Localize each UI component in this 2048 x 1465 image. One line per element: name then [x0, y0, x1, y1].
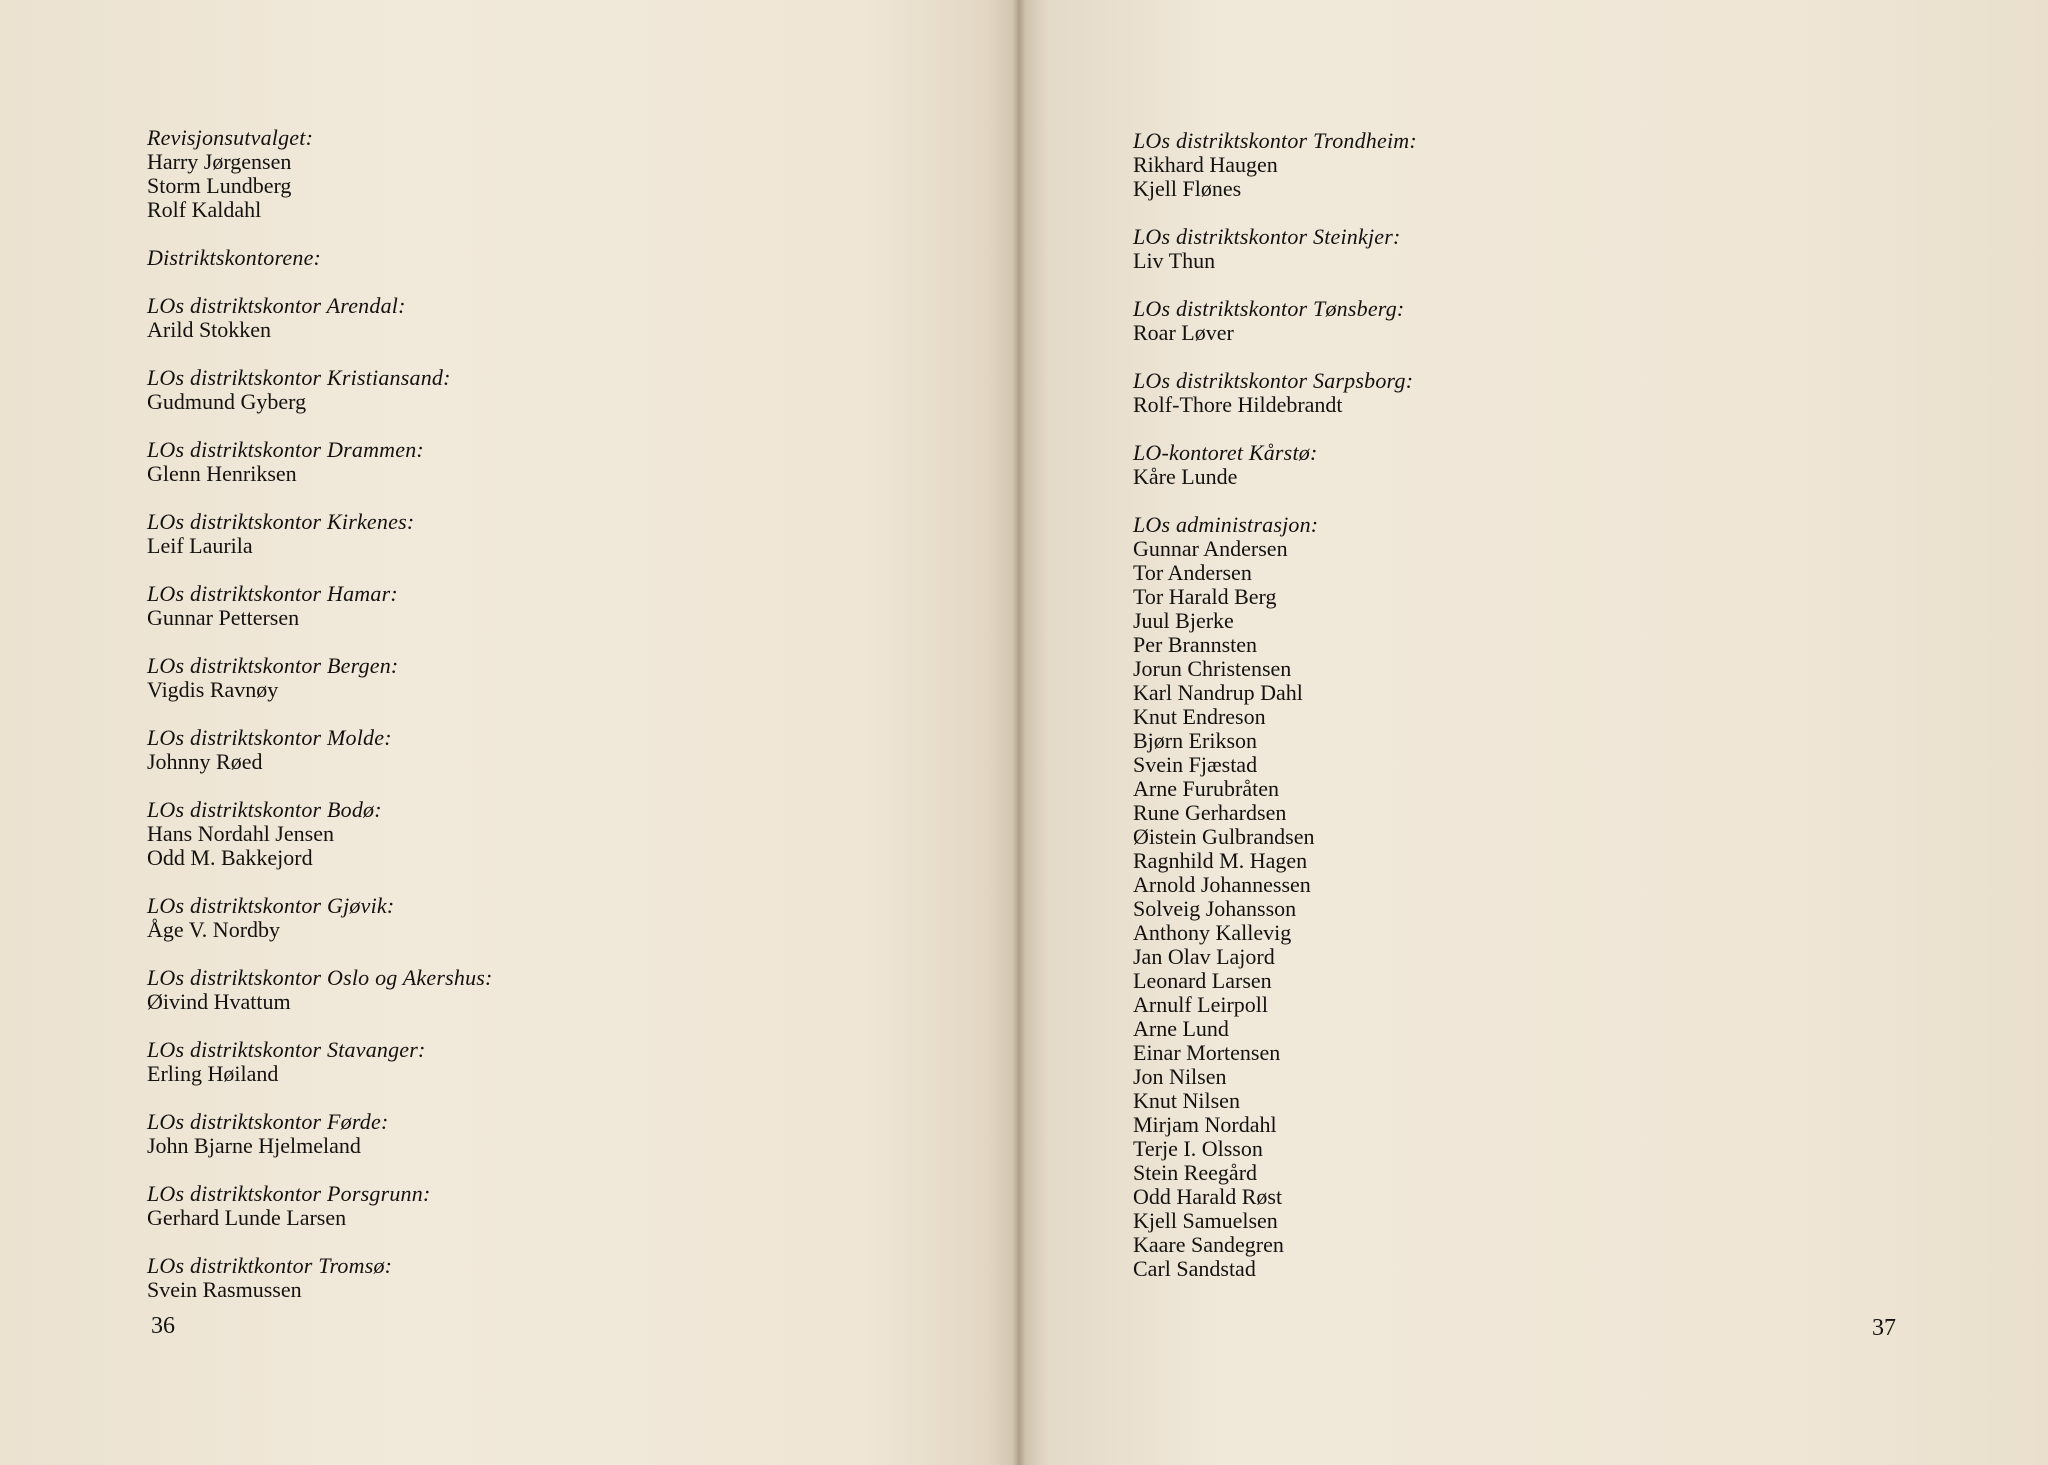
- office-section: [147, 438, 847, 486]
- person-name: Odd Harald Røst: [1133, 1184, 1283, 1209]
- person-name: Svein Rasmussen: [147, 1277, 302, 1302]
- person-name: Juul Bjerke: [1133, 608, 1234, 633]
- office-section: [147, 366, 847, 414]
- office-section: [147, 510, 847, 558]
- person-name: Rolf-Thore Hildebrandt: [1133, 392, 1343, 417]
- person-name: Liv Thun: [1133, 248, 1216, 273]
- section-heading: Revisjonsutvalget:: [147, 125, 314, 150]
- person-name: Arne Lund: [1133, 1016, 1229, 1041]
- person-name: Hans Nordahl Jensen: [147, 821, 334, 846]
- section-heading: LOs distriktskontor Arendal:: [147, 293, 406, 318]
- office-section: [147, 294, 847, 342]
- person-name: Arnold Johannessen: [1133, 872, 1311, 897]
- person-name: Solveig Johansson: [1133, 896, 1297, 921]
- person-name: Odd M. Bakkejord: [147, 845, 313, 870]
- office-section: [147, 246, 847, 270]
- person-name: Knut Endreson: [1133, 704, 1266, 729]
- person-name: Stein Reegård: [1133, 1160, 1258, 1185]
- person-name: Roar Løver: [1133, 320, 1234, 345]
- person-name: Tor Harald Berg: [1133, 584, 1277, 609]
- person-name: Kjell Samuelsen: [1133, 1208, 1278, 1233]
- section-heading: LOs distriktskontor Kristiansand:: [147, 365, 451, 390]
- person-name: Bjørn Erikson: [1133, 728, 1258, 753]
- person-name: Rikhard Haugen: [1133, 152, 1278, 177]
- book-gutter: [1012, 0, 1026, 1465]
- person-name: Rune Gerhardsen: [1133, 800, 1287, 825]
- person-name: John Bjarne Hjelmeland: [147, 1133, 361, 1158]
- right-page-column: [1133, 129, 1833, 1305]
- person-name: Gunnar Andersen: [1133, 536, 1288, 561]
- person-name: Arne Furubråten: [1133, 776, 1280, 801]
- office-section: [1133, 513, 1833, 1281]
- person-name: Ragnhild M. Hagen: [1133, 848, 1308, 873]
- section-heading: LOs distriktskontor Førde:: [147, 1109, 389, 1134]
- person-name: Vigdis Ravnøy: [147, 677, 279, 702]
- person-name: Per Brannsten: [1133, 632, 1258, 657]
- person-name: Arild Stokken: [147, 317, 272, 342]
- section-heading: LO-kontoret Kårstø:: [1133, 440, 1318, 465]
- section-heading: LOs distriktkontor Tromsø:: [147, 1253, 393, 1278]
- office-section: [147, 654, 847, 702]
- person-name: Kjell Flønes: [1133, 176, 1242, 201]
- section-heading: Distriktskontorene:: [147, 245, 322, 270]
- person-name: Svein Fjæstad: [1133, 752, 1258, 777]
- person-name: Jorun Christensen: [1133, 656, 1292, 681]
- section-heading: LOs distriktskontor Hamar:: [147, 581, 398, 606]
- person-name: Åge V. Nordby: [147, 917, 281, 942]
- person-name: Jon Nilsen: [1133, 1064, 1227, 1089]
- office-section: [147, 1254, 847, 1302]
- person-name: Øivind Hvattum: [147, 989, 291, 1014]
- section-heading: LOs distriktskontor Kirkenes:: [147, 509, 415, 534]
- person-name: Leonard Larsen: [1133, 968, 1272, 993]
- section-heading: LOs distriktskontor Sarpsborg:: [1133, 368, 1414, 393]
- section-heading: LOs distriktskontor Porsgrunn:: [147, 1181, 431, 1206]
- section-heading: LOs distriktskontor Molde:: [147, 725, 392, 750]
- person-name: Anthony Kallevig: [1133, 920, 1292, 945]
- person-name: Øistein Gulbrandsen: [1133, 824, 1315, 849]
- person-name: Tor Andersen: [1133, 560, 1252, 585]
- office-section: [147, 1182, 847, 1230]
- office-section: [1133, 297, 1833, 345]
- office-section: [147, 726, 847, 774]
- section-heading: LOs distriktskontor Gjøvik:: [147, 893, 395, 918]
- person-name: Kåre Lunde: [1133, 464, 1238, 489]
- section-heading: LOs distriktskontor Oslo og Akershus:: [147, 965, 493, 990]
- left-page-number: 36: [151, 1313, 175, 1339]
- section-heading: LOs distriktskontor Stavanger:: [147, 1037, 426, 1062]
- office-section: [147, 894, 847, 942]
- person-name: Kaare Sandegren: [1133, 1232, 1284, 1257]
- person-name: Knut Nilsen: [1133, 1088, 1240, 1113]
- person-name: Terje I. Olsson: [1133, 1136, 1263, 1161]
- person-name: Gunnar Pettersen: [147, 605, 300, 630]
- person-name: Einar Mortensen: [1133, 1040, 1281, 1065]
- person-name: Leif Laurila: [147, 533, 253, 558]
- section-heading: LOs administrasjon:: [1133, 512, 1319, 537]
- office-section: [1133, 129, 1833, 201]
- office-section: [147, 126, 847, 222]
- person-name: Mirjam Nordahl: [1133, 1112, 1277, 1137]
- person-name: Johnny Røed: [147, 749, 263, 774]
- office-section: [1133, 225, 1833, 273]
- person-name: Storm Lundberg: [147, 173, 292, 198]
- office-section: [147, 1038, 847, 1086]
- section-heading: LOs distriktskontor Bergen:: [147, 653, 399, 678]
- section-heading: LOs distriktskontor Tønsberg:: [1133, 296, 1405, 321]
- person-name: Harry Jørgensen: [147, 149, 292, 174]
- person-name: Arnulf Leirpoll: [1133, 992, 1269, 1017]
- person-name: Jan Olav Lajord: [1133, 944, 1275, 969]
- person-name: Glenn Henriksen: [147, 461, 297, 486]
- office-section: [147, 966, 847, 1014]
- section-heading: LOs distriktskontor Steinkjer:: [1133, 224, 1401, 249]
- person-name: Gudmund Gyberg: [147, 389, 307, 414]
- office-section: [147, 582, 847, 630]
- section-heading: LOs distriktskontor Bodø:: [147, 797, 382, 822]
- office-section: [1133, 441, 1833, 489]
- right-page-number: 37: [1872, 1315, 1896, 1341]
- person-name: Rolf Kaldahl: [147, 197, 262, 222]
- person-name: Gerhard Lunde Larsen: [147, 1205, 347, 1230]
- office-section: [1133, 369, 1833, 417]
- person-name: Carl Sandstad: [1133, 1256, 1256, 1281]
- section-heading: LOs distriktskontor Drammen:: [147, 437, 424, 462]
- left-page-column: [147, 126, 847, 1326]
- office-section: [147, 798, 847, 870]
- section-heading: LOs distriktskontor Trondheim:: [1133, 128, 1417, 153]
- person-name: Karl Nandrup Dahl: [1133, 680, 1303, 705]
- office-section: [147, 1110, 847, 1158]
- person-name: Erling Høiland: [147, 1061, 279, 1086]
